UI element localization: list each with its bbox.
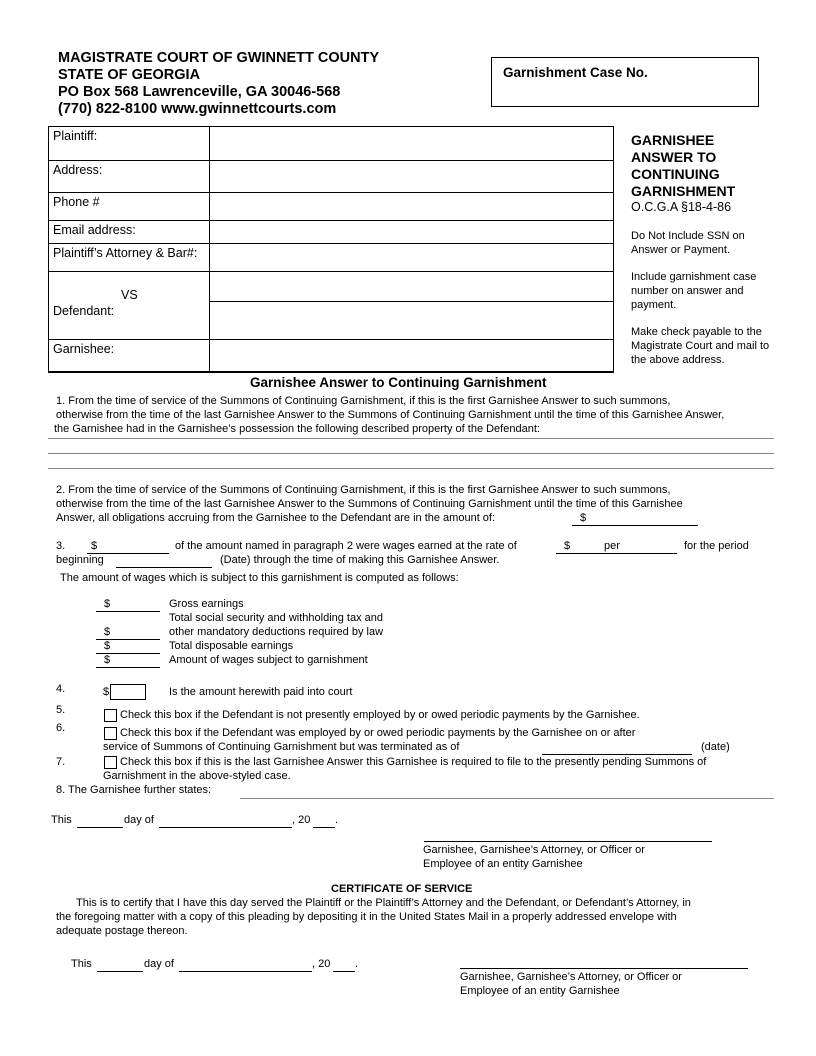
form-title-4: GARNISHMENT	[631, 183, 736, 199]
note-ssn-1: Do Not Include SSN on	[631, 230, 745, 242]
note-check-2: Magistrate Court and mail to	[631, 340, 770, 352]
tax-dollar: $	[104, 626, 111, 638]
item7-number: 7.	[56, 756, 66, 768]
phone-label: Phone #	[49, 193, 210, 221]
party-table	[48, 126, 614, 372]
cert-day-of: day of	[144, 958, 174, 970]
signature-caption-1: Garnishee, Garnishee’s Attorney, or Officer or	[423, 844, 645, 856]
attorney-label: Plaintiff’s Attorney & Bar#:	[49, 244, 210, 272]
property-line-2[interactable]	[48, 453, 774, 454]
garnishee-signature-line[interactable]	[424, 841, 712, 842]
subject-amount[interactable]	[96, 667, 160, 668]
cert-signature-line[interactable]	[460, 968, 748, 969]
sign-day-of: day of	[124, 814, 154, 826]
tax-label-1: Total social security and withholding tax and	[169, 612, 384, 624]
rate-per: per	[604, 540, 620, 552]
para2-line1: 2. From the time of service of the Summons of Continuing Garnishment, if this is the first Garnishee Answer to such summons,	[56, 484, 671, 496]
rate-amount[interactable]	[556, 553, 600, 554]
further-states-line[interactable]	[240, 798, 774, 799]
cert-month[interactable]	[179, 971, 312, 972]
cert-caption-2: Employee of an entity Garnishee	[460, 985, 620, 997]
defendant-field[interactable]	[210, 272, 614, 340]
statute-code: O.C.G.A §18-4-86	[631, 200, 732, 214]
property-line-1[interactable]	[48, 438, 774, 439]
phone-field[interactable]	[210, 193, 614, 221]
item5-checkbox[interactable]	[104, 709, 117, 722]
sign-this: This	[51, 814, 72, 826]
para3-computed: The amount of wages which is subject to this garnishment is computed as follows:	[60, 572, 459, 584]
cert-dot: .	[355, 958, 359, 970]
obligations-amount[interactable]	[572, 525, 698, 526]
sign-dot: .	[335, 814, 339, 826]
court-name: MAGISTRATE COURT OF GWINNETT COUNTY	[58, 50, 380, 66]
disposable-dollar: $	[104, 640, 111, 652]
item6-date-label: (date)	[701, 741, 730, 753]
cert-caption-1: Garnishee, Garnishee’s Attorney, or Officer or	[460, 971, 682, 983]
item6-checkbox[interactable]	[104, 727, 117, 740]
plaintiff-field[interactable]	[210, 127, 614, 161]
paid-amount-box[interactable]	[110, 684, 146, 700]
garnishee-field[interactable]	[210, 340, 614, 372]
cert-year-label: , 20	[312, 958, 331, 970]
note-check-1: Make check payable to the	[631, 326, 762, 338]
plaintiff-label: Plaintiff:	[49, 127, 210, 161]
property-line-3[interactable]	[48, 468, 774, 469]
case-number-box[interactable]	[491, 57, 759, 107]
item7-text-a: Check this box if this is the last Garnishee Answer this Garnishee is required to file to the presently pending Summons of	[120, 756, 707, 768]
cert-day[interactable]	[97, 971, 143, 972]
court-address: PO Box 568 Lawrenceville, GA 30046-568	[58, 84, 341, 100]
termination-date[interactable]	[542, 754, 692, 755]
para3-text-b: for the period	[684, 540, 749, 552]
item7-checkbox[interactable]	[104, 756, 117, 769]
form-title-3: CONTINUING	[631, 166, 720, 182]
court-contact: (770) 822-8100 www.gwinnettcourts.com	[58, 101, 337, 117]
address-label: Address:	[49, 161, 210, 193]
form-title-2: ANSWER TO	[631, 149, 717, 165]
note-case-2: number on answer and	[631, 285, 744, 297]
para3-text-c: (Date) through the time of making this Garnishee Answer.	[220, 554, 500, 566]
defendant-label: Defendant:	[53, 304, 115, 318]
tax-label-2: other mandatory deductions required by law	[169, 626, 384, 638]
signature-caption-2: Employee of an entity Garnishee	[423, 858, 583, 870]
subject-label: Amount of wages subject to garnishment	[169, 654, 368, 666]
note-case-3: payment.	[631, 299, 677, 311]
court-state: STATE OF GEORGIA	[58, 67, 201, 83]
certificate-line1: This is to certify that I have this day served the Plaintiff or the Plaintiff’s Attorney and the Defendant, or Defendant’s Attorney, in	[76, 897, 691, 909]
item7-text-b: Garnishment in the above-styled case.	[103, 770, 291, 782]
beginning-date[interactable]	[116, 567, 212, 568]
note-ssn-2: Answer or Payment.	[631, 244, 731, 256]
garnishee-label: Garnishee:	[49, 340, 210, 372]
item6-text-a: Check this box if the Defendant was employed by or owed periodic payments by the Garnishee on or after	[120, 727, 636, 739]
email-field[interactable]	[210, 221, 614, 244]
gross-dollar: $	[104, 598, 111, 610]
item8-text: 8. The Garnishee further states:	[56, 784, 212, 796]
sign-month[interactable]	[159, 827, 292, 828]
cert-year[interactable]	[333, 971, 355, 972]
email-label: Email address:	[49, 221, 210, 244]
para3-text-a: of the amount named in paragraph 2 were wages earned at the rate of	[175, 540, 517, 552]
certificate-line3: adequate postage thereon.	[56, 925, 188, 937]
para1-line2: otherwise from the time of the last Garnishee Answer to the Summons of Continuing Garnishment until the time of this Garnishee Answer,	[56, 409, 725, 421]
sign-day[interactable]	[77, 827, 123, 828]
section-title: Garnishee Answer to Continuing Garnishment	[250, 375, 547, 390]
item6-text-b: service of Summons of Continuing Garnishment but was terminated as of	[103, 741, 460, 753]
sign-year[interactable]	[313, 827, 335, 828]
item4-dollar: $	[103, 686, 110, 698]
certificate-title: CERTIFICATE OF SERVICE	[331, 883, 473, 895]
case-number-label: Garnishment Case No.	[503, 65, 648, 80]
item5-number: 5.	[56, 704, 66, 716]
para2-line2: otherwise from the time of the last Garnishee Answer to the Summons of Continuing Garnishment until the time of this Garnishee	[56, 498, 683, 510]
gross-amount[interactable]	[96, 611, 160, 612]
note-case-1: Include garnishment case	[631, 271, 757, 283]
form-title-1: GARNISHEE	[631, 132, 715, 148]
address-field[interactable]	[210, 161, 614, 193]
para3-number: 3.	[56, 540, 66, 552]
para1-line3: the Garnishee had in the Garnishee’s possession the following described property of the Defendant:	[54, 423, 540, 435]
para2-dollar: $	[580, 512, 587, 524]
item5-text: Check this box if the Defendant is not presently employed by or owed periodic payments by the Garnishee.	[120, 709, 640, 721]
item6-number: 6.	[56, 722, 66, 734]
para3-dollar: $	[91, 540, 98, 552]
attorney-field[interactable]	[210, 244, 614, 272]
rate-dollar: $	[564, 540, 571, 552]
gross-label: Gross earnings	[169, 598, 244, 610]
subject-dollar: $	[104, 654, 111, 666]
vs-label: VS	[121, 288, 138, 302]
item4-number: 4.	[56, 683, 66, 695]
disposable-label: Total disposable earnings	[169, 640, 294, 652]
para1-line1: 1. From the time of service of the Summons of Continuing Garnishment, if this is the first Garnishee Answer to such summons,	[56, 395, 671, 407]
item4-text: Is the amount herewith paid into court	[169, 686, 353, 698]
sign-year-label: , 20	[292, 814, 311, 826]
rate-period[interactable]	[600, 553, 677, 554]
para2-line3: Answer, all obligations accruing from the Garnishee to the Defendant are in the amount of:	[56, 512, 496, 524]
cert-this: This	[71, 958, 92, 970]
para3-beginning: beginning	[56, 554, 104, 566]
note-check-3: the above address.	[631, 354, 725, 366]
certificate-line2: the foregoing matter with a copy of this pleading by depositing it in the United States Mail in a properly addressed envelope with	[56, 911, 677, 923]
